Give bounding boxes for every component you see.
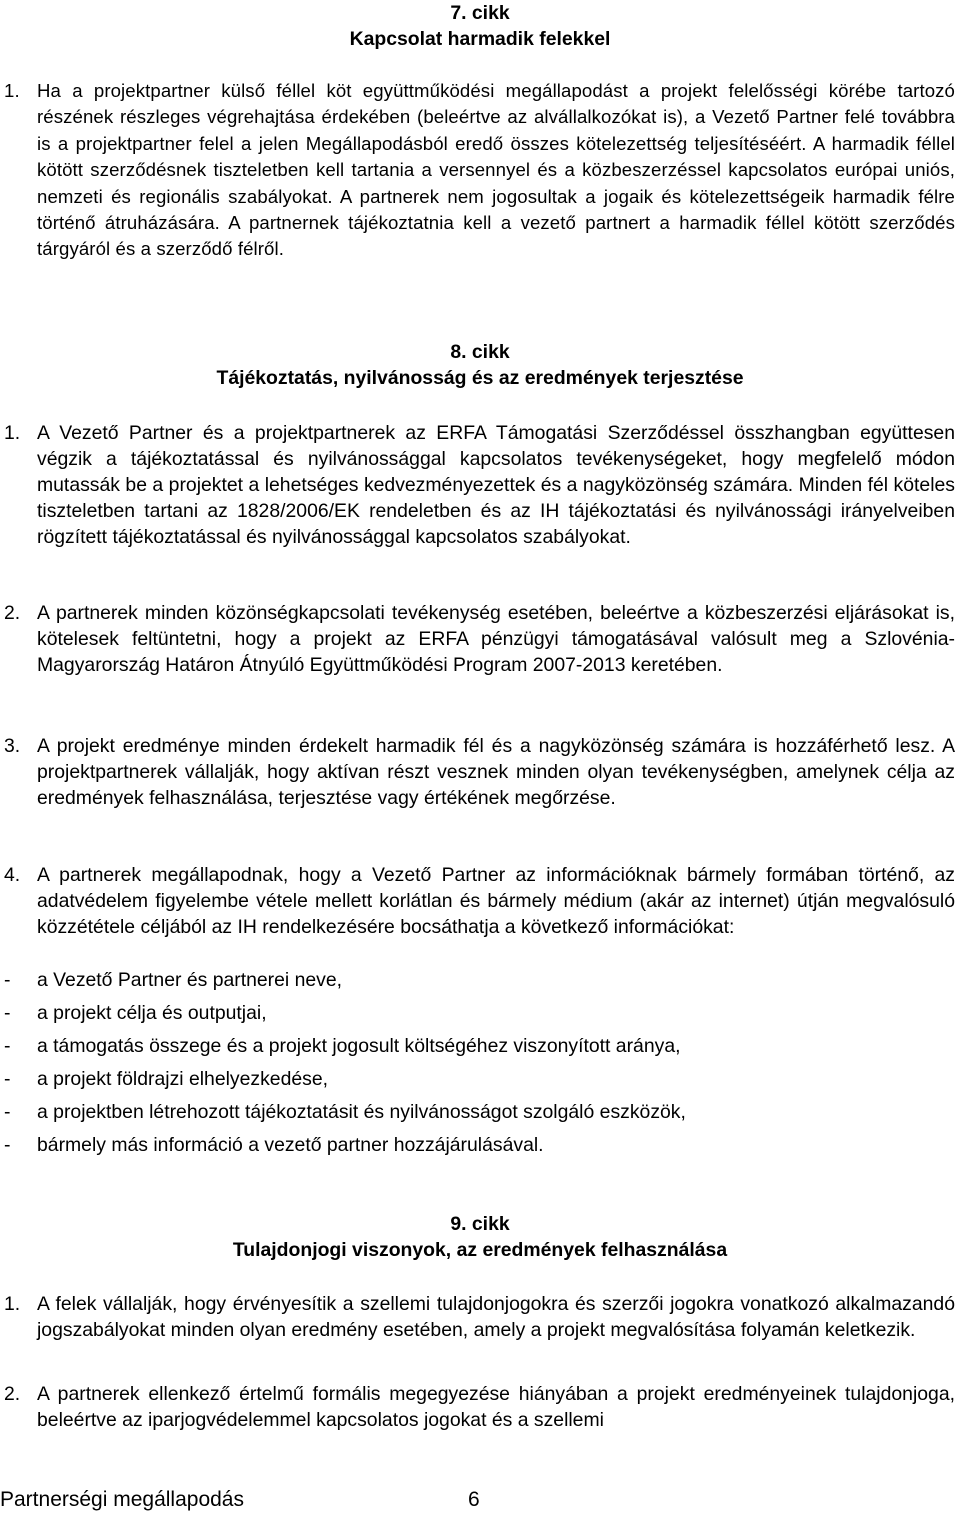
list-item	[0, 967, 950, 993]
list-dash: -	[4, 1101, 11, 1123]
page-footer	[0, 1487, 480, 1513]
list-item	[0, 1000, 950, 1026]
paragraph-text: A Vezető Partner és a projektpartnerek az ERFA Támogatási Szerződéssel összhangban együttesen végzik a tájékoztatással és nyilvánossággal kapcsolatos tevékenységeket, hogy megfelelő módon mutassák be a projektet a lehetséges kedvezményezettek és a nagyközönség számára. Minden fél köteles tiszteletben tartani az 1828/2006/EK rendeletben és az IH tájékoztatási és nyilvánossági irányelveiben rögzített tájékoztatással és nyilvánossággal kapcsolatos szabályokat.	[37, 422, 955, 548]
paragraph-number: 1.	[4, 80, 20, 101]
list-item-text: a Vezető Partner és partnerei neve,	[37, 969, 343, 991]
article-7-title: Kapcsolat harmadik felekkel	[349, 28, 611, 50]
paragraph-text: Ha a projektpartner külső féllel köt együttműködési megállapodást a projekt felelősségi körébe tartozó részének részleges végrehajtása érdekében (beleértve az alvállalkozókat is), a Vezető Partner felé továbbra is a projektpartner felel a jelen Megállapodásból eredő összes kötelezettség teljesítéséért. A harmadik féllel kötött szerződésnek tiszteletben kell tartania a versennyel és a közbeszerzéssel kapcsolatos európai uniós, nemzeti és regionális szabályokat. A partnerek nem jogosultak a jogaik és kötelezettségeik harmadik félre történő átruházására. A partnernek tájékoztatnia kell a vezető partnert a harmadik féllel kötött szerződés tárgyáról és a szerződő félről.	[37, 80, 955, 260]
article-7-heading	[0, 0, 960, 52]
information-list	[0, 967, 950, 1165]
list-dash: -	[4, 1002, 11, 1024]
article-9-number: 9. cikk	[450, 1213, 510, 1235]
article-8-heading	[0, 339, 960, 391]
list-item-text: a projekt földrajzi elhelyezkedése,	[37, 1068, 329, 1090]
paragraph-number: 4.	[4, 864, 21, 886]
article-9-paragraph-1	[0, 1291, 960, 1343]
list-item	[0, 1099, 950, 1125]
article-8-paragraph-3	[0, 733, 960, 811]
paragraph-number: 2.	[4, 602, 21, 624]
paragraph-number: 1.	[4, 422, 21, 444]
list-item	[0, 1066, 950, 1092]
article-8-paragraph-1	[0, 420, 960, 550]
paragraph-text: A projekt eredménye minden érdekelt harmadik fél és a nagyközönség számára is hozzáférhető lesz. A projektpartnerek vállalják, hogy aktívan részt vesznek minden olyan tevékenységben, amelynek célja az eredmények felhasználása, terjesztése vagy értékének megőrzése.	[37, 735, 955, 809]
footer-title: Partnerségi megállapodás	[0, 1488, 244, 1511]
article-7-number: 7. cikk	[450, 2, 510, 24]
article-8-paragraph-4	[0, 862, 960, 940]
list-dash: -	[4, 1134, 11, 1156]
paragraph-number: 3.	[4, 735, 21, 757]
article-8-number: 8. cikk	[450, 341, 510, 363]
paragraph-text: A felek vállalják, hogy érvényesítik a szellemi tulajdonjogokra és szerzői jogokra vonatkozó alkalmazandó jogszabályokat minden olyan eredmény esetében, amely a projekt megvalósítása folyamán keletkezik.	[37, 1293, 955, 1341]
article-9-heading	[0, 1211, 960, 1263]
list-dash: -	[4, 1035, 11, 1057]
list-dash: -	[4, 1068, 11, 1090]
list-item-text: a projektben létrehozott tájékoztatásit és nyilvánosságot szolgáló eszközök,	[37, 1101, 686, 1123]
article-9-title: Tulajdonjogi viszonyok, az eredmények felhasználása	[232, 1239, 728, 1261]
list-item-text: bármely más információ a vezető partner hozzájárulásával.	[37, 1134, 544, 1156]
list-dash: -	[4, 969, 11, 991]
list-item-text: a projekt célja és outputjai,	[37, 1002, 267, 1024]
paragraph-number: 2.	[4, 1383, 21, 1405]
article-8-title: Tájékoztatás, nyilvánosság és az eredmények terjesztése	[216, 367, 744, 389]
list-item-text: a támogatás összege és a projekt jogosult költségéhez viszonyított aránya,	[37, 1035, 681, 1057]
list-item	[0, 1132, 950, 1158]
page-number: 6	[468, 1488, 480, 1511]
article-7-paragraph-1	[0, 78, 960, 263]
paragraph-text: A partnerek megállapodnak, hogy a Vezető Partner az információknak bármely formában történő, az adatvédelem figyelembe vétele mellett korlátlan és bármely médium (akár az internet) útján megvalósuló közzététele céljából az IH rendelkezésére bocsáthatja a következő információkat:	[37, 864, 955, 938]
paragraph-number: 1.	[4, 1293, 21, 1315]
paragraph-text: A partnerek minden közönségkapcsolati tevékenység esetében, beleértve a közbeszerzési eljárásokat is, kötelesek feltüntetni, hogy a projekt az ERFA pénzügyi támogatásával valósult meg a Szlovénia-Magyarország Határon Átnyúló Együttműködési Program 2007-2013 keretében.	[37, 602, 955, 676]
list-item	[0, 1033, 950, 1059]
article-8-paragraph-2	[0, 600, 960, 678]
article-9-paragraph-2	[0, 1381, 960, 1433]
paragraph-text: A partnerek ellenkező értelmű formális megegyezése hiányában a projekt eredményeinek tulajdonjoga, beleértve az iparjogvédelemmel kapcsolatos jogokat és a szellemi	[37, 1383, 955, 1431]
